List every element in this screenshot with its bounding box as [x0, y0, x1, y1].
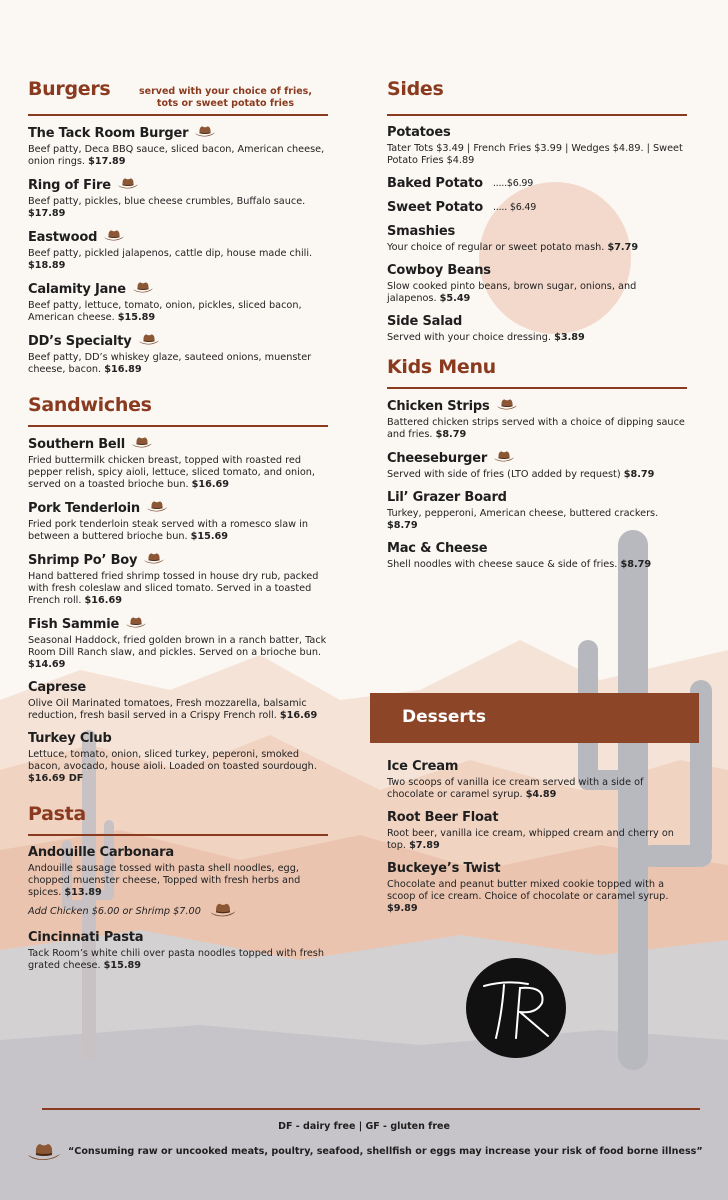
menu-item — [28, 616, 328, 671]
cowboy-hat-icon — [209, 902, 237, 921]
menu-item-description-text: Seasonal Haddock, fried golden brown in a ranch batter, Tack Room Dill Ranch slaw, and pickles. Served on a brioche bun. — [28, 635, 327, 658]
kids-list — [387, 398, 687, 571]
menu-item-name — [387, 450, 687, 466]
menu-item-description — [387, 143, 687, 167]
pasta-header — [28, 803, 328, 833]
cowboy-hat-icon — [146, 500, 168, 516]
menu-item-description — [28, 698, 328, 722]
menu-item-price: $15.69 — [190, 531, 229, 542]
menu-item-description-text: Beef patty, Deca BBQ sauce, sliced bacon, American cheese, onion rings. — [28, 144, 325, 167]
burgers-divider — [28, 114, 328, 116]
menu-item — [387, 263, 687, 305]
menu-item-price: $4.89 — [525, 789, 557, 800]
cowboy-hat-icon — [117, 177, 139, 193]
menu-item-price: $16.69 — [279, 710, 318, 721]
menu-item — [387, 125, 687, 167]
menu-item-name — [387, 200, 687, 215]
menu-item-description — [387, 417, 687, 441]
menu-item — [28, 229, 328, 272]
menu-item-description — [28, 571, 328, 607]
cowboy-hat-icon — [125, 616, 147, 632]
menu-item-title: Smashies — [387, 224, 456, 239]
menu-item-title: Root Beer Float — [387, 810, 499, 825]
menu-item-name — [28, 177, 328, 193]
menu-item — [28, 500, 328, 543]
menu-item-title: Side Salad — [387, 314, 463, 329]
menu-item-price: $7.79 — [607, 242, 639, 253]
menu-item-description — [28, 196, 328, 220]
menu-item-title: Caprese — [28, 680, 87, 695]
menu-item-title: Shrimp Po’ Boy — [28, 552, 138, 568]
desserts-column — [387, 750, 687, 915]
menu-item-price: $17.89 — [28, 208, 66, 219]
menu-item-description — [28, 248, 328, 272]
burgers-title: Burgers — [28, 78, 111, 100]
menu-item-description — [387, 242, 687, 254]
cowboy-hat-icon — [493, 450, 515, 466]
menu-item — [387, 200, 687, 215]
menu-item-name — [387, 125, 687, 140]
cowboy-hat-icon — [194, 125, 216, 141]
menu-item-price: $16.69 — [84, 595, 122, 606]
menu-item-price: $16.89 — [104, 364, 142, 375]
menu-item — [387, 810, 687, 852]
menu-item-price: $8.79 — [620, 559, 652, 570]
sandwiches-list — [28, 436, 328, 785]
left-column — [28, 78, 328, 972]
desserts-title: Desserts — [402, 707, 487, 727]
menu-item-description-text: Tack Room’s white chili over pasta noodles topped with fresh grated cheese. — [28, 948, 324, 971]
cowboy-hat-icon — [26, 1140, 62, 1162]
menu-item-description-text: Shell noodles with cheese sauce & side of fries. — [387, 559, 618, 570]
menu-item-description — [28, 455, 328, 491]
menu-item-name — [387, 263, 687, 278]
menu-item-description — [387, 777, 687, 801]
menu-item-description — [28, 635, 328, 671]
menu-item-title: Baked Potato — [387, 176, 483, 191]
menu-item-description — [28, 519, 328, 543]
menu-item-price: $17.89 — [88, 156, 126, 167]
menu-item-price: .....$6.99 — [492, 178, 534, 189]
menu-item-description-text: Your choice of regular or sweet potato mash. — [387, 242, 605, 253]
menu-item-title: Pork Tenderloin — [28, 500, 140, 516]
menu-item-description-text: Andouille sausage tossed with pasta shell noodles, egg, chopped muenster cheese, Topped with fresh herbs and spices. — [28, 863, 301, 898]
menu-item-description-text: Beef patty, lettuce, tomato, onion, pickles, sliced bacon, American cheese. — [28, 300, 302, 323]
menu-item-title: Southern Bell — [28, 436, 126, 452]
menu-item — [28, 680, 328, 722]
menu-item-description-text: Chocolate and peanut butter mixed cookie topped with a scoop of ice cream. Choice of chocolate or caramel syrup. — [387, 879, 669, 902]
menu-item-name — [28, 229, 328, 245]
burgers-list — [28, 125, 328, 376]
menu-item-description-text: Lettuce, tomato, onion, sliced turkey, peperoni, smoked bacon, avocado, house aioli. Loaded on toasted sourdough. — [28, 749, 317, 772]
menu-item-description — [28, 352, 328, 376]
menu-item-title: Potatoes — [387, 125, 451, 140]
sandwiches-divider — [28, 425, 328, 427]
sides-header — [387, 78, 687, 108]
menu-item — [28, 177, 328, 220]
menu-item-title: Turkey Club — [28, 731, 112, 746]
menu-item-description — [387, 469, 687, 481]
menu-item — [387, 224, 687, 254]
menu-item-name — [28, 436, 328, 452]
menu-item-price: $3.89 — [554, 332, 585, 343]
menu-item-name — [387, 541, 687, 556]
menu-item-name — [387, 490, 687, 505]
menu-item-price: $16.69 DF — [28, 773, 84, 784]
menu-item-title: DD’s Specialty — [28, 333, 132, 349]
menu-item-title: Cowboy Beans — [387, 263, 491, 278]
menu-item-title: Mac & Cheese — [387, 541, 488, 556]
menu-item-name — [387, 314, 687, 329]
menu-item — [28, 731, 328, 785]
menu-item-name — [28, 731, 328, 746]
menu-item-description-text: Served with side of fries (LTO added by request) — [387, 469, 621, 480]
menu-item-description-text: Turkey, pepperoni, American cheese, buttered crackers. — [387, 508, 659, 519]
menu-item-title: The Tack Room Burger — [28, 125, 189, 141]
menu-item-price: $8.79 — [435, 429, 467, 440]
menu-item-title: Chicken Strips — [387, 398, 490, 414]
desserts-list — [387, 759, 687, 915]
menu-item — [387, 541, 687, 571]
menu-item-title: Cheeseburger — [387, 450, 488, 466]
sandwiches-header — [28, 394, 328, 424]
menu-item — [387, 398, 687, 441]
kids-divider — [387, 387, 687, 389]
menu-item-description-text: Tater Tots $3.49 | French Fries $3.99 | Wedges $4.89. | Sweet Potato Fries $4.89 — [387, 143, 683, 166]
menu-item-title: Ring of Fire — [28, 177, 111, 193]
cowboy-hat-icon — [143, 552, 165, 568]
menu-item-title: Sweet Potato — [387, 200, 483, 215]
menu-item-name — [387, 176, 687, 191]
menu-item-price: $14.69 — [28, 659, 66, 670]
menu-item-description-text: Beef patty, pickles, blue cheese crumbles, Buffalo sauce. — [28, 196, 306, 207]
menu-item-title: Andouille Carbonara — [28, 845, 174, 860]
kids-title: Kids Menu — [387, 356, 496, 378]
menu-item-name — [28, 281, 328, 297]
menu-item-title: Buckeye’s Twist — [387, 861, 501, 876]
menu-item — [28, 125, 328, 168]
menu-item-description — [28, 749, 328, 785]
menu-item-price: $5.49 — [439, 293, 471, 304]
menu-item-price: $15.89 — [103, 960, 142, 971]
menu-item-price: $7.89 — [409, 840, 440, 851]
menu-item-description — [28, 144, 328, 168]
menu-item-price: $15.89 — [117, 312, 156, 323]
cowboy-hat-icon — [138, 333, 160, 349]
menu-item-description — [387, 879, 687, 915]
menu-item — [387, 314, 687, 344]
menu-item-description — [387, 828, 687, 852]
menu-item-name — [28, 680, 328, 695]
menu-item-title: Cincinnati Pasta — [28, 930, 144, 945]
menu-item — [387, 176, 687, 191]
menu-item — [387, 450, 687, 481]
menu-item-description-text: Slow cooked pinto beans, brown sugar, onions, and jalapenos. — [387, 281, 637, 304]
menu-item-name — [387, 224, 687, 239]
menu-item-description-text: Served with your choice dressing. — [387, 332, 551, 343]
menu-item-description-text: Battered chicken strips served with a choice of dipping sauce and fries. — [387, 417, 685, 440]
menu-item-description — [387, 332, 687, 344]
pasta-list — [28, 845, 328, 972]
menu-item-description — [387, 508, 687, 532]
pasta-divider — [28, 834, 328, 836]
menu-item-name — [28, 552, 328, 568]
cowboy-hat-icon — [131, 436, 153, 452]
menu-item-name — [28, 333, 328, 349]
cowboy-hat-icon — [496, 398, 518, 414]
cowboy-hat-icon — [132, 281, 154, 297]
sides-title: Sides — [387, 78, 444, 100]
menu-item-description — [28, 863, 328, 899]
menu-item-description — [28, 300, 328, 324]
sides-divider — [387, 114, 687, 116]
sandwiches-title: Sandwiches — [28, 394, 152, 416]
kids-header — [387, 356, 687, 386]
tr-monogram-logo — [466, 958, 566, 1058]
menu-item-name — [28, 616, 328, 632]
footer-divider — [42, 1108, 700, 1110]
right-column — [387, 78, 687, 571]
menu-item-addon — [28, 902, 328, 921]
food-safety-warning — [26, 1140, 716, 1162]
menu-item-name — [28, 125, 328, 141]
menu-item-price: $13.89 — [64, 887, 102, 898]
menu-item-price: $8.79 — [623, 469, 655, 480]
menu-item-name — [28, 930, 328, 945]
menu-item — [28, 436, 328, 491]
menu-item-description-text: Two scoops of vanilla ice cream served with a side of chocolate or caramel syrup. — [387, 777, 644, 800]
menu-item — [28, 930, 328, 972]
menu-item — [387, 490, 687, 532]
menu-item-title: Calamity Jane — [28, 281, 126, 297]
warning-text: “Consuming raw or uncooked meats, poultry, seafood, shellfish or eggs may increase your risk of food borne illness” — [68, 1145, 703, 1157]
menu-item — [28, 281, 328, 324]
menu-item-title: Fish Sammie — [28, 616, 120, 632]
menu-item-description-text: Beef patty, pickled jalapenos, cattle dip, house made chili. — [28, 248, 313, 259]
menu-item-description-text: Olive Oil Marinated tomatoes, Fresh mozzarella, balsamic reduction, fresh basil served in a Crispy French roll. — [28, 698, 307, 721]
menu-item — [387, 861, 687, 915]
menu-item-price: $16.69 — [191, 479, 230, 490]
cowboy-hat-icon — [103, 229, 125, 245]
sides-list — [387, 125, 687, 344]
menu-item-description-text: Fried pork tenderloin steak served with a romesco slaw in between a buttered brioche bun. — [28, 519, 308, 542]
menu-item-addon-text: Add Chicken $6.00 or Shrimp $7.00 — [28, 905, 201, 917]
menu-item — [387, 759, 687, 801]
menu-item-name — [387, 398, 687, 414]
menu-item — [28, 333, 328, 376]
menu-item-description-text: Hand battered fried shrimp tossed in house dry rub, packed with fresh coleslaw and sliced tomato. Served in a toasted French roll. — [28, 571, 319, 606]
menu-item-name — [387, 759, 687, 774]
menu-item-name — [387, 810, 687, 825]
menu-item — [28, 845, 328, 921]
desserts-banner — [370, 693, 699, 743]
dietary-legend: DF - dairy free | GF - gluten free — [278, 1121, 450, 1132]
burgers-header — [28, 78, 328, 108]
menu-item-price: ..... $6.49 — [492, 202, 537, 213]
menu-item — [28, 552, 328, 607]
menu-item-description-text: Fried buttermilk chicken breast, topped with roasted red pepper relish, spicy aioli, lettuce, sliced tomato, and onion, served on a toasted brioche bun. — [28, 455, 315, 490]
menu-item-name — [28, 845, 328, 860]
pasta-title: Pasta — [28, 803, 86, 825]
menu-item-description — [387, 559, 687, 571]
menu-item-price: $18.89 — [28, 260, 66, 271]
menu-item-price: $8.79 — [387, 520, 418, 531]
burgers-note: served with your choice of fries, tots or sweet potato fries — [138, 86, 312, 109]
menu-item-price: $9.89 — [387, 903, 418, 914]
menu-item-description — [387, 281, 687, 305]
menu-item-description-text: Beef patty, DD’s whiskey glaze, sauteed onions, muenster cheese, bacon. — [28, 352, 312, 375]
menu-item-name — [28, 500, 328, 516]
menu-item-name — [387, 861, 687, 876]
menu-item-title: Eastwood — [28, 229, 98, 245]
menu-item-title: Lil’ Grazer Board — [387, 490, 507, 505]
menu-item-title: Ice Cream — [387, 759, 459, 774]
menu-item-description-text: Root beer, vanilla ice cream, whipped cream and cherry on top. — [387, 828, 674, 851]
menu-item-description — [28, 948, 328, 972]
